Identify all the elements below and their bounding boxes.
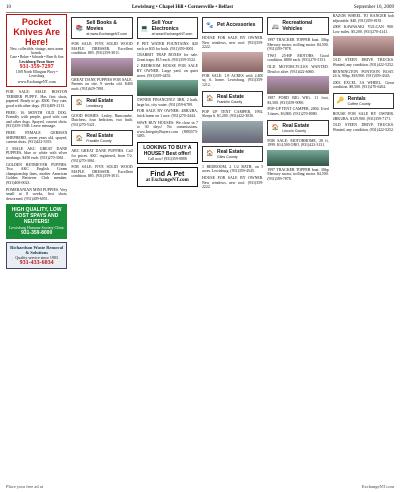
listing: RAZOR WHEEL TO RANGER bob adjustable. $40. (931)359-8181. [332,14,394,23]
category-label: Real Estate Franklin County [86,133,114,144]
category-pet-accessories[interactable] [202,17,263,33]
category-label: Rentals Coffee County [347,95,371,106]
category-sell-books[interactable] [71,17,132,39]
listing: FOR SALE BY OWNER: 4BR/2BA, brick home on 1 acre. (931)270-4444. [136,109,198,118]
spay-neuter-ad[interactable] [6,204,67,239]
page-footer [6,482,394,490]
computer-icon: 💻 [140,25,149,32]
listing: OWNER FINANCING! 3BR, 2 bath, large lot, city water. (931)359-6789. [136,98,198,107]
category-label: Pet Accessories [216,22,256,28]
category-real-estate[interactable] [267,120,328,136]
ad-sub: at ExchangeNT.com [145,177,189,183]
footer-right[interactable]: ExchangeNT.com [361,483,394,489]
house-photo [137,80,198,96]
listing: OLD STEEN DRIVE TRUCKS. Wanted, any condition. (931)422-5252. [332,123,394,132]
camper-icon: 🚐 [271,23,280,30]
listing: CRABBIT TRAP BOXES for sale. Great traps. $15 each. (931)359-5522. [136,53,198,62]
category-real-estate[interactable] [202,91,263,107]
listing: 1997 TRACKER TOPPER boat. 30hp Mercury motor, trolling motor. $4,500. (931)359-7878. [267,38,329,52]
house-icon: 🏠 [206,151,214,158]
ad-web[interactable]: www.ExchangeNT.com [17,79,56,85]
column-2 [71,14,132,480]
listing: SSWE BUY HOUSES: We close in 7 to 30 days! No commissions. www.IntegrityBuyers.com (888)573-3485. [136,120,198,139]
paper-title: Lewisburg • Chapel Hill • Cornersville • Belfast [131,4,234,10]
category-label: Real Estate Lewisburg [86,97,114,108]
listing: FOR SALE: FIVE SOLID WOOD MAPLE DRESSER. Excellent condition. $85. (931)359-3011. [71,42,133,56]
ad-sub: Lewisburg Humane Society Clinic [8,225,65,231]
house-icon: 🏠 [75,135,84,142]
house-icon: 🏠 [75,100,84,107]
listing: OLD STEEN DRIVE TRUCKS. Wanted, any condition. (931)422-5252. [332,58,394,67]
paw-icon: 🐾 [206,22,214,29]
ad-title: HIGH QUALITY, LOW COST SPAYS AND NEUTERS! [11,207,62,226]
listing: GREAT DANE PUPPIES FOR SALE. Parents on site, 9 weeks old. $400 each. (931)629-7801. [71,77,133,91]
house-photo [202,121,263,143]
column-4 [202,14,263,480]
listing: FOR SALE: 1.8 ACRES with 2,400 sq. ft. home. Lewisburg. (931)359-1212. [201,73,264,87]
house-icon: 🏠 [206,96,214,103]
listing: 2003 EXCEL 3A WHEEL. Great condition. $8,500. (931)270-6262. [332,80,394,90]
we-buy-houses-ad[interactable] [137,142,198,164]
category-rentals[interactable] [333,93,394,109]
house-icon: 🏠 [271,125,280,132]
ad-line-2: Case • Boker • Schrade • Bear & Son [9,55,64,60]
ad-store: Lewisburg Pawn Store [19,59,55,64]
pocket-knives-ad[interactable] [6,14,67,87]
listing: 1997 TRACKER TOPPER boat. 30hp Mercury motor, trolling motor. $4,500. (931)359-7878. [267,167,329,181]
listing: ARC GREAT DANE PUPPIES. Call for prices. AKC registered, born 7/2. (931)270-3061. [71,149,133,163]
listing: HOUSE FOR SALE BY OWNER. 4BR/2BA. $129,900. (931)359-7171. [332,111,394,121]
ad-line-1: New, collectible, vintage, most name brands. [10,47,64,56]
listing: 1987 FORD BIG WIG. 11 foot, $3,500. (931)359-9090. [267,96,329,105]
ad-slogan: Quality service since 1983 [15,255,58,261]
ad-phone: 931-433-6034 [19,260,54,267]
listing: 1 BEDROOM, 2 1/2 BATH, on 5 acres. Lewisburg. (931)359-4545. [201,164,264,174]
page-date: September 16, 2009 [353,4,394,10]
ad-phone: 931-359-7297 [19,63,54,70]
house-photo [202,52,263,72]
camper-photo [267,76,328,94]
category-recreational-vehicles[interactable] [267,17,328,35]
listing: GOLDEN RETRIEVER PUPPIES. Two AKC English Cream championship lines, mother American Golden Retriever Club member. (931)408-0023. [6,162,68,185]
ad-name: Richardson Waste Removal & Solutions [10,245,64,256]
column-5 [267,14,328,480]
ad-phone: 931-359-8000 [21,230,53,237]
listing: POP UP TENT CAMPER, 1992. Sleeps 6. $1,200. (931)422-3030. [201,109,264,119]
find-a-pet-ad[interactable] [137,167,198,187]
ad-address: 1108 North Ellington Pkwy • Lewisburg [15,69,58,79]
listing: 2008 KAWASAKI VULCAN 900. Low miles. $5,200. (931)270-4141. [332,25,394,34]
listing: OLD MOTORCYCLES WANTED. Dead or alive. (931)422-6060. [267,64,329,74]
listing: HOUSE FOR SALE BY OWNER. New windows, new roof. (931)359-2222. [201,175,264,190]
house-photo [267,150,328,166]
listing: GOOD HOMES. Lesley, Buncombe, Dutchess, four bedroom, two bath. (931)270-5321. [71,113,133,127]
classified-columns [6,14,394,480]
category-label: Recreational Vehicles [282,20,313,32]
listing: HOUSE FOR SALE BY OWNER. New windows, new roof. (931)359-2222. [201,36,264,50]
column-3 [137,14,198,480]
category-label: Sell Books & Movies at www.ExchangeNT.com [86,20,128,36]
category-sell-stuff[interactable] [137,17,198,39]
ad-title: Find A Pet [150,170,185,178]
listing: FREE FEMALE GERMAN SHEPHERD, seven years old, spayed, current shots. (931)422-5555. [6,130,68,145]
listing: FREE: 16 MONTH OLD DOG. Friendly with people, good with cats and other dogs. Spayed, current shots. (931)359-1568. Leave message. [6,110,68,129]
listing: FOR SALE: MOTORHOME, 28 ft, 1999. $14,500 OBO. (931)422-3131. [267,138,329,148]
richardson-waste-ad[interactable] [6,242,67,269]
category-label: Real Estate Franklin County [216,93,244,104]
listing: FOR SALE: FIVE SOLID WOOD MAPLE DRESSER. Excellent condition. $85. (931)359-3011. [71,165,133,179]
ad-title: Pocket Knives Are Here! [13,17,60,47]
book-icon: 📚 [75,25,84,32]
category-label: Real Estate Giles County [216,148,244,159]
category-real-estate[interactable] [202,146,263,162]
listing: P. PET WATER FOUNTAINS. $20 each or $35 for both. (931)359-0001. [136,42,198,51]
category-label: Real Estate Lincoln County [282,122,310,133]
listing: POMERANIAN MINI PUPPIES. Very small at 8 weeks, first shots, dewormed. (931)409-6051. [6,187,68,201]
category-label: Sell Your Electronics at www.ExchangeNT.com [151,20,193,36]
footer-left: Place your free ad at [6,483,43,489]
page-number: 10 [6,4,11,10]
listing: 5 MALE AKC GREAT DANE PUPPIES, blue or white with silver markings. $450 each. (931)270-3061. [6,146,68,160]
listing: BENNINGTON PONTOON BOAT. 24 ft, 90hp. $18,900. (931)359-4343. [332,69,394,79]
key-icon: 🔑 [336,98,345,105]
column-1 [6,14,67,480]
listing: POP-UP TENT CAMPER, 2004. Used 3 times. $3,800. (931)270-8080. [267,107,329,116]
category-real-estate[interactable] [71,130,132,146]
listing: 2 BEDROOM HOUSE FOR SALE BY OWNER. Large yard, on quiet street. (931)359-4455. [136,64,198,78]
listing: TWO 25-HP MOTORS. Good condition. $800 each. (931)270-5151. [267,53,329,63]
boat-photo [333,36,394,56]
ad-sub: Call now! (931)359-8888 [147,156,187,161]
listing: FOR SALE: MALE BOSTON TERRIER PUPPY. Has first shots, papered. Ready to go. $300. Very cute, good with other dogs. (931)409-2113. [6,90,68,108]
category-real-estate[interactable] [71,95,132,111]
ad-title: LOOKING TO BUY A HOUSE? Best offer! [143,144,192,157]
column-6 [333,14,394,480]
page-header [6,2,394,13]
dog-photo [71,58,132,76]
